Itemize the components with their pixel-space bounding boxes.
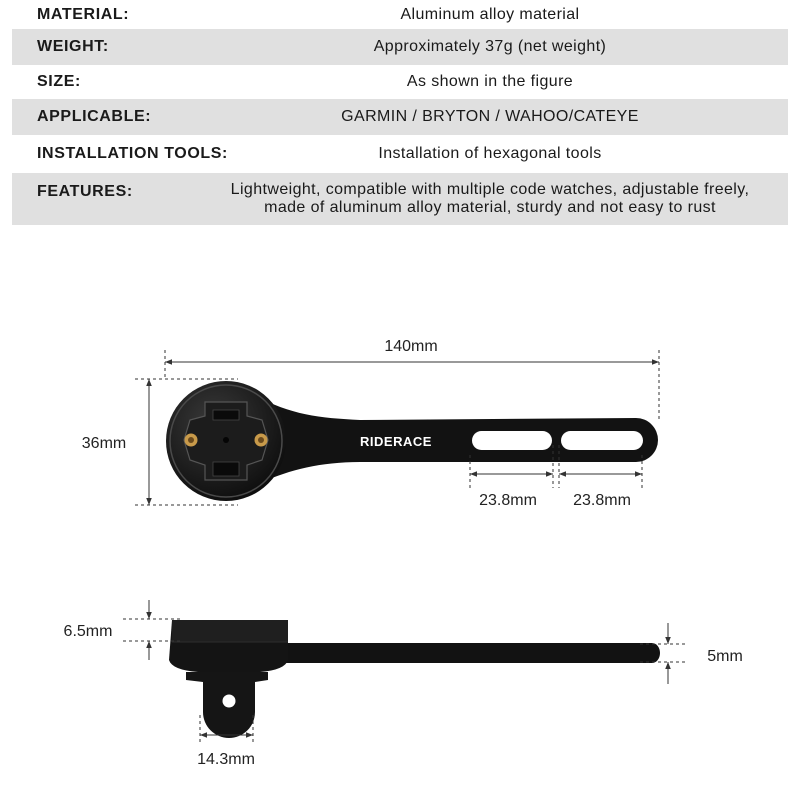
screw-right <box>255 434 268 447</box>
mount-thickness-dimension: 6.5mm <box>63 623 113 640</box>
side-view <box>169 620 660 738</box>
brand-logo: RIDERACE <box>360 434 432 449</box>
top-view <box>166 381 658 501</box>
spec-label: FEATURES: <box>37 183 133 200</box>
spec-label: INSTALLATION TOOLS: <box>37 145 228 162</box>
spec-label: APPLICABLE: <box>37 108 152 125</box>
slot-2-dimension: 23.8mm <box>573 492 631 509</box>
spec-value: Approximately 37g (net weight) <box>373 38 607 55</box>
arm-thickness-dimension: 5mm <box>707 648 743 665</box>
adapter-width-dimension: 14.3mm <box>197 751 255 768</box>
mounting-slot-1 <box>472 431 552 450</box>
slot-1-dimension: 23.8mm <box>479 492 537 509</box>
spec-label: WEIGHT: <box>37 38 109 55</box>
height-dimension: 36mm <box>81 435 127 452</box>
features-line-1: Lightweight, compatible with multiple code watches, adjustable freely, <box>230 181 750 198</box>
features-line-2: made of aluminum alloy material, sturdy and not easy to rust <box>264 199 716 216</box>
spec-value: Installation of hexagonal tools <box>378 145 602 162</box>
spec-label: MATERIAL: <box>37 5 130 23</box>
screw-left <box>185 434 198 447</box>
spec-value: GARMIN / BRYTON / WAHOO/CATEYE <box>341 108 639 125</box>
spec-value: Aluminum alloy material <box>400 5 580 23</box>
length-dimension: 140mm <box>384 338 438 355</box>
mounting-slot-2 <box>561 431 643 450</box>
side-arm <box>260 643 660 663</box>
adapter-hole <box>223 695 236 708</box>
spec-value: As shown in the figure <box>406 73 574 90</box>
spec-label: SIZE: <box>37 73 81 90</box>
